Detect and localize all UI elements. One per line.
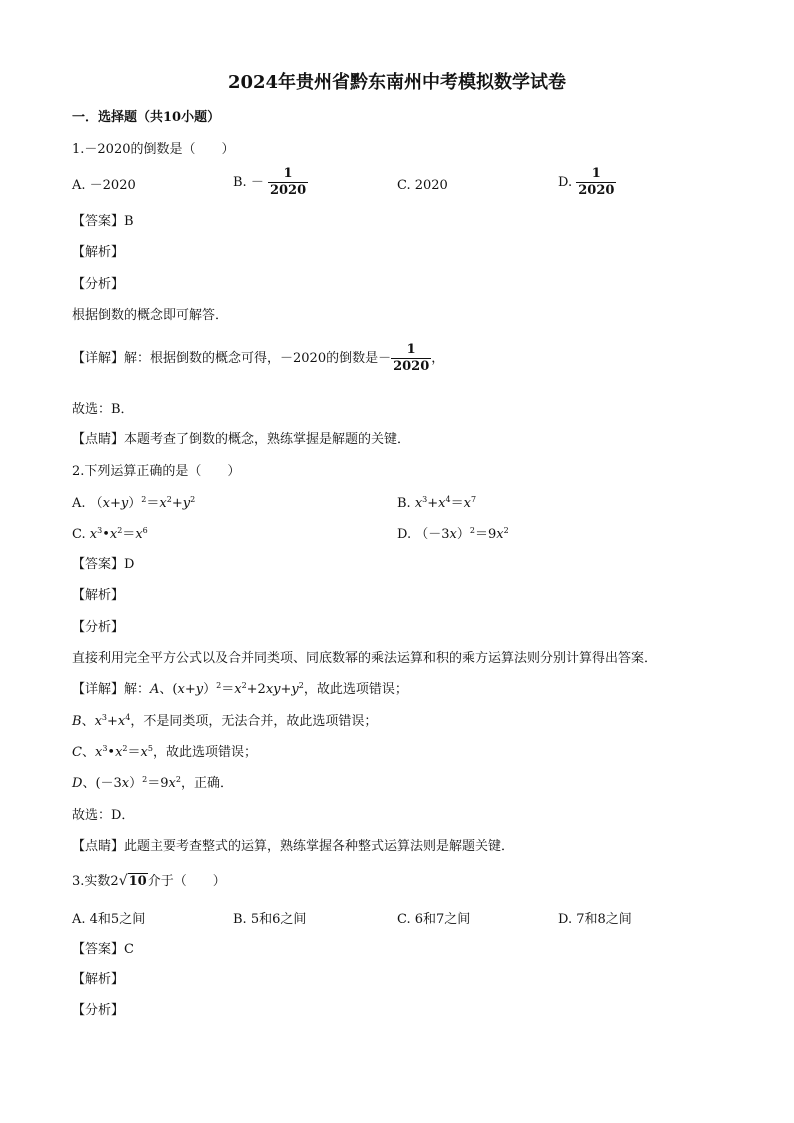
section-heading: 一．选择题（共10小题） bbox=[72, 110, 221, 125]
fraction-denominator: 2020 bbox=[578, 183, 615, 198]
q1-stem: 1.－2020的倒数是（ ） bbox=[72, 142, 235, 157]
q2-stem: 2.下列运算正确的是（ ） bbox=[72, 464, 241, 479]
q1-analysis: 根据倒数的概念即可解答． bbox=[72, 308, 229, 323]
q1-option-d bbox=[558, 166, 616, 199]
q1-option-d-label: D. bbox=[558, 175, 573, 190]
q2-detail-d: D、$(-3x)^2=9x^2$，正确． bbox=[72, 775, 233, 791]
q2-analysis: 直接利用完全平方公式以及合并同类项、同底数幂的乘法运算和积的乘方运算法则分别计算得出答案． bbox=[72, 651, 658, 666]
q3-option-d: D. 7和8之间 bbox=[558, 912, 632, 927]
q1-answer: 【答案】B bbox=[72, 214, 134, 229]
q1-detail-end: ， bbox=[431, 351, 445, 366]
q1-comment: 【点睛】本题考查了倒数的概念，熟练掌握是解题的关键． bbox=[72, 432, 411, 447]
fraction-numerator: 1 bbox=[283, 166, 293, 181]
q1-detail-fraction bbox=[391, 342, 431, 375]
q1-option-b-label: B. － bbox=[233, 175, 264, 190]
page-title: 2024年贵州省黔东南州中考模拟数学试卷 bbox=[227, 72, 567, 93]
q3-sqrt bbox=[119, 871, 148, 892]
q2-detail-c: C、$x^3•x^2=x^5$，故此选项错误； bbox=[72, 744, 257, 760]
q2-option-b: B. $x^3+x^4=x^7$ bbox=[397, 495, 477, 511]
q1-jiexi: 【解析】 bbox=[72, 245, 125, 260]
q2-detail-a: 【详解】解：A、$(x+y)^2=x^2+2xy+y^2$，故此选项错误； bbox=[72, 681, 408, 697]
q3-answer: 【答案】C bbox=[72, 942, 134, 957]
q3-stem bbox=[72, 871, 226, 892]
q2-answer: 【答案】D bbox=[72, 557, 135, 572]
q1-option-c: C. 2020 bbox=[397, 178, 448, 193]
q2-detail-b: B、$x^3+x^4$，不是同类项，无法合并，故此选项错误； bbox=[72, 713, 378, 729]
fraction-denominator: 2020 bbox=[393, 359, 430, 374]
q2-jiexi: 【解析】 bbox=[72, 588, 125, 603]
fraction-numerator: 1 bbox=[406, 342, 416, 357]
q1-choose: 故选：B． bbox=[72, 402, 134, 417]
q1-option-d-fraction bbox=[576, 166, 616, 199]
q1-detail-text: 【详解】解：根据倒数的概念可得，－2020的倒数是－ bbox=[72, 351, 392, 366]
q2-option-c: C. $x^3•x^2=x^6$ bbox=[72, 526, 148, 542]
q3-fenxi: 【分析】 bbox=[72, 1003, 125, 1018]
q3-option-a: A. 4和5之间 bbox=[72, 912, 146, 927]
q1-fenxi: 【分析】 bbox=[72, 277, 125, 292]
radicand: 10 bbox=[128, 874, 147, 889]
q1-option-b-fraction bbox=[268, 166, 308, 199]
q3-option-c: C. 6和7之间 bbox=[397, 912, 471, 927]
q1-detail bbox=[72, 342, 444, 375]
radical-sign: √ bbox=[118, 873, 128, 889]
q2-fenxi: 【分析】 bbox=[72, 620, 125, 635]
q1-option-a: A. －2020 bbox=[72, 178, 136, 193]
q3-jiexi: 【解析】 bbox=[72, 972, 125, 987]
q2-comment: 【点睛】此题主要考查整式的运算，熟练掌握各种整式运算法则是解题关键． bbox=[72, 839, 515, 854]
q3-stem-suffix: 介于（ ） bbox=[147, 874, 226, 889]
q3-stem-prefix: 3.实数2 bbox=[72, 874, 119, 889]
q2-option-d: D. $(-3x)^2=9x^2$ bbox=[397, 526, 509, 542]
q2-choose: 故选：D． bbox=[72, 808, 135, 823]
fraction-denominator: 2020 bbox=[269, 183, 307, 198]
q1-option-b bbox=[233, 166, 308, 199]
q3-option-b: B. 5和6之间 bbox=[233, 912, 307, 927]
q2-option-a: A. $(x+y)^2=x^2+y^2$ bbox=[72, 495, 196, 511]
fraction-numerator: 1 bbox=[591, 166, 601, 181]
